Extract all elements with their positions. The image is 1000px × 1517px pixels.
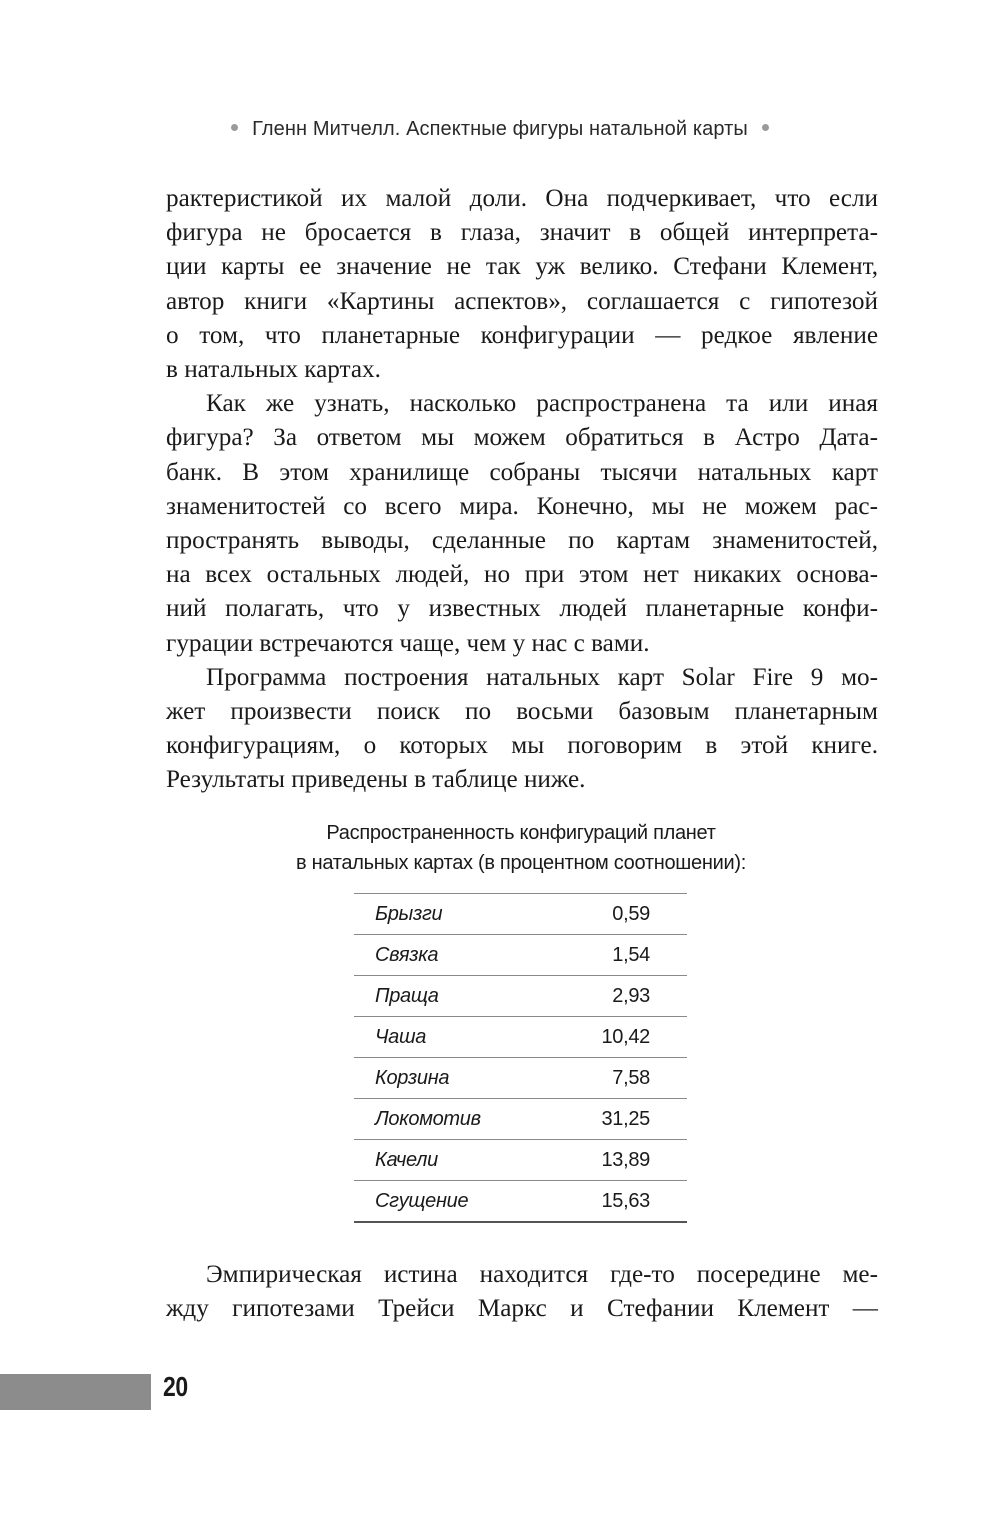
text-line: ции карты ее значение не так уж велико. Стефани Клемент,: [166, 253, 878, 281]
configuration-name: Сгущение: [354, 1181, 553, 1223]
text-line: Эмпирическая истина находится где-то посередине ме-: [206, 1261, 878, 1288]
configuration-value: 2,93: [553, 976, 687, 1017]
page-number-bar: [0, 1374, 151, 1410]
running-head: [0, 118, 1000, 141]
configuration-value: 13,89: [553, 1140, 687, 1181]
configuration-name: Брызги: [354, 894, 553, 935]
text-line: на всех остальных людей, но при этом нет никаких основа-: [166, 561, 878, 589]
bullet-dot-icon: [231, 124, 238, 131]
table-caption: [0, 818, 1000, 878]
text-line: знаменитостей со всего мира. Конечно, мы не можем рас-: [166, 492, 878, 520]
configuration-value: 0,59: [553, 894, 687, 935]
table-row: [354, 894, 687, 935]
paragraph-4: [166, 1258, 878, 1326]
text-line: о том, что планетарные конфигурации — редкое явление: [166, 321, 878, 349]
configuration-name: Чаша: [354, 1017, 553, 1058]
text-line: фигура не бросается в глаза, значит в общей интерпрета-: [166, 219, 878, 247]
configuration-name: Корзина: [354, 1058, 553, 1099]
text-line: банк. В этом хранилище собраны тысячи натальных карт: [166, 458, 878, 486]
paragraph-3: [166, 661, 878, 798]
text-line: жду гипотезами Трейси Маркс и Стефании Клемент —: [166, 1295, 878, 1323]
text-line: пространять выводы, сделанные по картам знаменитостей,: [166, 527, 878, 555]
configuration-value: 10,42: [553, 1017, 687, 1058]
table-row: [354, 1099, 687, 1140]
text-line: автор книги «Картины аспектов», соглашается с гипотезой: [166, 287, 878, 315]
body-text-bottom: [166, 1258, 878, 1326]
configuration-name: Качели: [354, 1140, 553, 1181]
configuration-name: Праща: [354, 976, 553, 1017]
configuration-name: Связка: [354, 935, 553, 976]
paragraph-1: [166, 182, 878, 387]
text-line: Результаты приведены в таблице ниже.: [166, 766, 586, 794]
body-text-top: [166, 182, 878, 798]
text-line: гурации встречаются чаще, чем у нас с вами.: [166, 629, 650, 657]
configuration-value: 1,54: [553, 935, 687, 976]
text-line: жет произвести поиск по восьми базовым планетарным: [166, 698, 878, 726]
text-line: конфигурациям, о которых мы поговорим в этой книге.: [166, 732, 878, 760]
running-head-title: Гленн Митчелл. Аспектные фигуры натальной карты: [252, 118, 748, 140]
table-caption-line-2: в натальных картах (в процентном соотношении):: [296, 852, 746, 874]
configuration-value: 31,25: [553, 1099, 687, 1140]
text-line: фигура? За ответом мы можем обратиться в Астро Дата-: [166, 424, 878, 452]
configuration-table: [354, 893, 687, 1223]
text-line: Программа построения натальных карт Solar Fire 9 мо-: [206, 663, 878, 691]
table-row: [354, 1140, 687, 1181]
text-line: в натальных картах.: [166, 356, 381, 384]
configuration-name: Локомотив: [354, 1099, 553, 1140]
configuration-value: 15,63: [553, 1181, 687, 1223]
paragraph-2: [166, 387, 878, 661]
text-line: ний полагать, что у известных людей планетарные конфи-: [166, 595, 878, 623]
table-row: [354, 1058, 687, 1099]
table-row: [354, 935, 687, 976]
text-line: рактеристикой их малой доли. Она подчеркивает, что если: [166, 185, 878, 212]
bullet-dot-icon: [762, 124, 769, 131]
text-line: Как же узнать, насколько распространена та или иная: [206, 390, 878, 418]
configuration-value: 7,58: [553, 1058, 687, 1099]
table-caption-line-1: Распространенность конфигураций планет: [326, 822, 716, 844]
table-row: [354, 1017, 687, 1058]
table-row: [354, 976, 687, 1017]
table-row: [354, 1181, 687, 1223]
page-number: 20: [163, 1371, 188, 1402]
